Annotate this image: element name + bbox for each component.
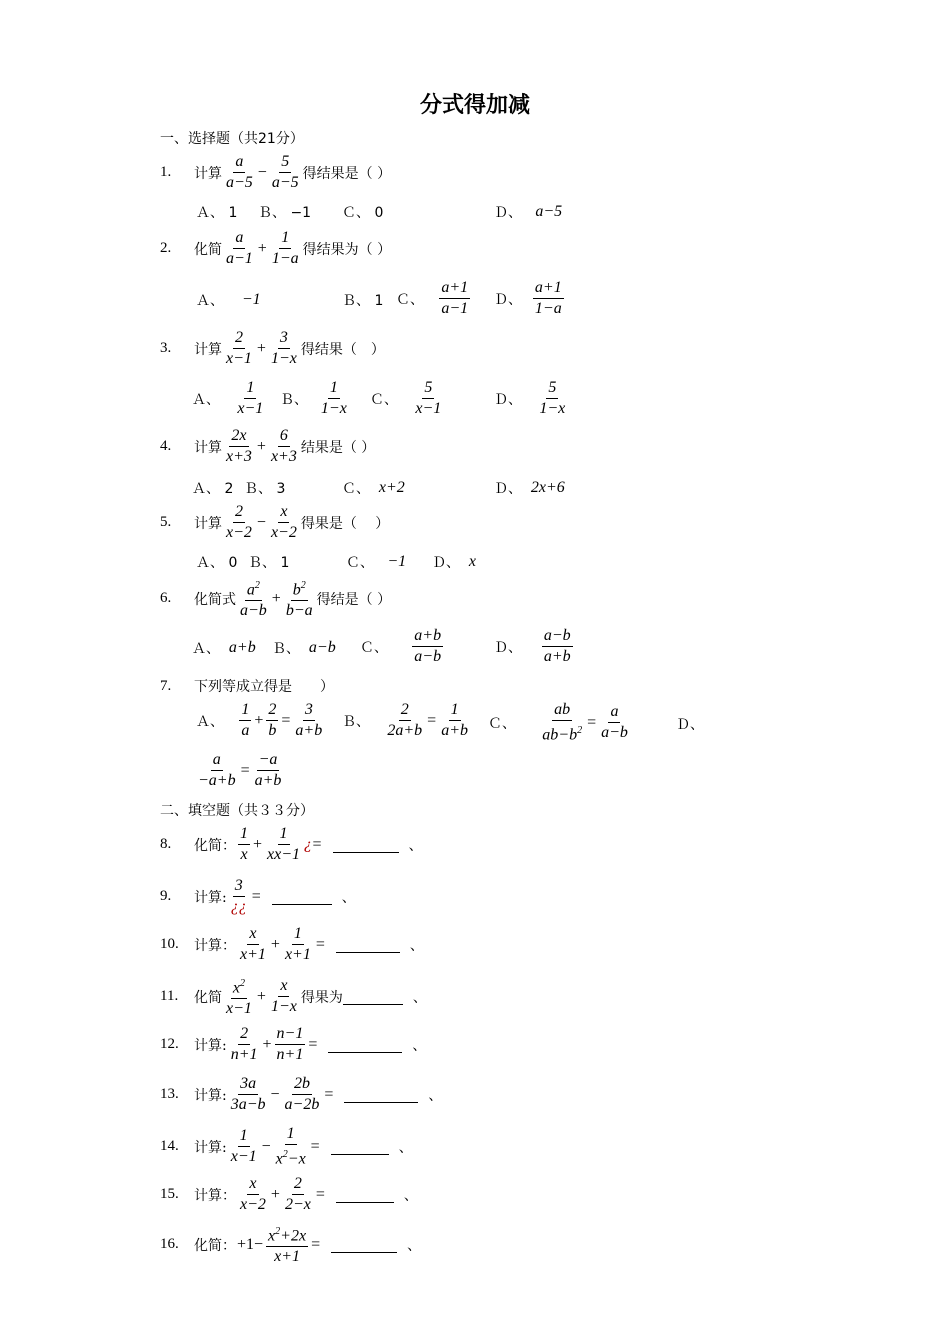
equals-sign: = <box>312 835 322 853</box>
option-d-formula: $\frac{a}{-a+b}$ = $\frac{-a}{a+b}$ <box>198 751 282 789</box>
option-a <box>192 638 256 658</box>
fraction: $\frac{a}{a-5}$ <box>226 153 253 191</box>
option-a: Ａ、 1 <box>196 205 238 221</box>
option-d-label: Ｄ、 <box>432 555 460 571</box>
question-tail: 、 <box>412 989 427 1006</box>
option-b-label: Ｂ、 <box>272 641 300 657</box>
question-suffix: 得果是（ ） <box>300 515 390 532</box>
option-c: Ｃ、 $\frac{5}{x-1}$ <box>370 379 442 417</box>
option-d-label: Ｄ、 <box>494 391 522 408</box>
fraction: $\frac{a}{a-1}$ <box>226 229 253 267</box>
option-c: Ｃ、 $\frac{a+1}{a-1}$ <box>396 279 469 317</box>
question-4: 4. 计算 $\frac{2x}{x+3}$ + $\frac{6}{x+3}$ 结果是（ ） <box>160 427 376 465</box>
option-a-label: Ａ、 <box>196 293 224 309</box>
option-d-label: Ｄ、 <box>494 205 522 221</box>
question-1: 1. 计算 $\frac{a}{a-5}$ − $\frac{5}{a-5}$ 得结果是（ ） <box>160 153 392 191</box>
option-c-label: Ｃ、 <box>488 715 516 732</box>
question-number: 15. <box>160 1186 179 1202</box>
question-prompt: 计算: <box>194 1139 227 1156</box>
option-a: Ａ、 $\frac{1}{a}$ + $\frac{2}{b}$ = $\frac{3}{a+b}$ <box>196 701 323 739</box>
equals-sign: = <box>315 935 325 953</box>
option-c-value: −1 <box>387 553 407 570</box>
answer-blank[interactable] <box>333 836 399 853</box>
question-prompt: 化简： <box>194 1237 236 1254</box>
question-number: 1. <box>160 164 172 180</box>
question-tail: 、 <box>412 1037 427 1054</box>
question-number: 12. <box>160 1036 179 1052</box>
question-14: 14. 计算: $\frac{1}{x-1}$ − $\frac{1}{x^2-x}$ = 、 <box>160 1125 413 1168</box>
question-suffix: 得结果是（ ） <box>302 165 392 182</box>
answer-blank[interactable] <box>272 888 332 905</box>
option-b-value: a−b <box>308 639 336 656</box>
option-b: Ｂ、 1 <box>248 555 290 571</box>
question-prompt: 计算 <box>194 515 222 532</box>
option-c: Ｃ、 $\frac{ab}{ab-b^2}$ = $\frac{a}{a-b}$ <box>488 701 628 744</box>
question-16: 16. 化简： +1− $\frac{x^2+2x}{x+1}$ = 、 <box>160 1222 421 1267</box>
question-tail: 、 <box>407 1237 422 1254</box>
question-11: 11. 化简 $\frac{x^2}{x-1}$ + $\frac{x}{1-x}$ 得果为 、 <box>160 974 427 1019</box>
question-prompt: 计算 <box>194 439 222 456</box>
question-number: 8. <box>160 836 172 852</box>
question-tail: 、 <box>398 1139 413 1156</box>
question-number: 3. <box>160 340 172 356</box>
question-5: 5. 计算 $\frac{2}{x-2}$ − $\frac{x}{x-2}$ 得果是（ ） <box>160 503 390 541</box>
option-b: Ｂ、 $\frac{1}{1-x}$ <box>280 379 347 417</box>
option-b: Ｂ、 1 <box>342 293 384 309</box>
question-suffix: 得结是（ ） <box>316 591 392 608</box>
equals-sign: = <box>324 1085 334 1103</box>
question-number: 6. <box>160 590 172 607</box>
option-b <box>272 638 336 658</box>
question-prompt: 化简式 <box>194 591 236 608</box>
question-number: 14. <box>160 1138 179 1155</box>
question-10: 10. 计算： $\frac{x}{x+1}$ + $\frac{1}{x+1}$ = 、 <box>160 925 424 963</box>
question-tail: 、 <box>341 889 356 906</box>
question-prompt: 化简 <box>194 241 222 258</box>
expression-lead: +1− <box>237 1235 264 1253</box>
section-heading-choice: 一、选择题（共21分） <box>160 131 304 147</box>
answer-blank[interactable] <box>336 936 400 953</box>
question-12: 12. 计算: $\frac{2}{n+1}$ + $\frac{n-1}{n+1}$ = 、 <box>160 1025 427 1063</box>
question-number: 13. <box>160 1086 179 1102</box>
question-2: 2. 化简 $\frac{a}{a-1}$ + $\frac{1}{1-a}$ 得结果为（ ） <box>160 229 392 267</box>
option-d <box>432 552 476 572</box>
question-prompt: 计算： <box>194 1187 236 1204</box>
question-suffix: 得结果为（ ） <box>302 241 392 258</box>
equals-sign: = <box>310 1137 320 1155</box>
question-suffix: 结果是（ ） <box>300 439 376 456</box>
answer-blank[interactable] <box>331 1236 397 1253</box>
option-b: Ｂ、 3 <box>244 481 286 497</box>
question-number: 11. <box>160 988 179 1005</box>
option-d: Ｄ、 $\frac{a-b}{a+b}$ <box>494 627 571 665</box>
option-d-label: Ｄ、 <box>494 639 522 656</box>
page-title: 分式得加减 <box>419 93 530 118</box>
question-tail: 、 <box>409 937 424 954</box>
question-suffix: 得果为 <box>300 989 343 1006</box>
equals-sign: = <box>251 887 261 905</box>
question-3: 3. 计算 $\frac{2}{x-1}$ + $\frac{3}{1-x}$ 得结果（ ） <box>160 329 385 367</box>
question-9: 9. 计算: $\frac{3}{¿¿}$ = 、 <box>160 877 356 915</box>
question-prompt: 计算 <box>194 341 222 358</box>
option-d-label: Ｄ、 <box>494 481 522 497</box>
question-prompt: 下列等成立得是 ） <box>194 679 334 695</box>
option-d-value: x <box>468 553 477 570</box>
option-d-label: Ｄ、 <box>494 291 522 308</box>
option-b: Ｂ、 $\frac{2}{2a+b}$ = $\frac{1}{a+b}$ <box>342 701 468 739</box>
garbled-glyph: ¿ <box>304 836 312 853</box>
option-a: Ａ、 0 <box>196 555 238 571</box>
option-d: Ｄ、 <box>676 717 704 733</box>
question-prompt: 计算： <box>194 937 236 954</box>
question-15: 15. 计算： $\frac{x}{x-2}$ + $\frac{2}{2-x}$ = 、 <box>160 1175 418 1213</box>
equals-sign: = <box>308 1035 318 1053</box>
option-a: Ａ、 $\frac{1}{x-1}$ <box>192 379 264 417</box>
option-c <box>346 552 406 572</box>
answer-blank[interactable] <box>343 988 403 1005</box>
question-7 <box>160 676 334 696</box>
option-d: Ｄ、 $\frac{5}{1-x}$ <box>494 379 566 417</box>
option-c-value: x+2 <box>378 479 405 496</box>
option-c: Ｃ、 $\frac{a+b}{a-b}$ <box>360 627 442 665</box>
question-number: 16. <box>160 1236 179 1253</box>
option-d: Ｄ、 $\frac{a+1}{1-a}$ <box>494 279 562 317</box>
option-b: Ｂ、 −1 <box>258 205 312 221</box>
question-6: 6. 化简式 $\frac{a^2}{a-b}$ + $\frac{b^2}{b-a}$ 得结是（ ） <box>160 576 391 621</box>
option-d-value: 2x+6 <box>530 479 565 496</box>
question-number: 2. <box>160 240 172 256</box>
question-number: 4. <box>160 438 172 454</box>
answer-blank[interactable] <box>336 1186 394 1203</box>
fraction: $\frac{1}{1-a}$ <box>271 229 299 267</box>
option-d-value: a−5 <box>535 203 563 220</box>
option-c-label: Ｃ、 <box>342 481 370 497</box>
option-d <box>494 478 565 498</box>
question-prompt: 化简 <box>194 989 222 1006</box>
question-number: 5. <box>160 514 172 530</box>
question-prompt: 计算 <box>194 165 222 182</box>
equals-sign: = <box>311 1235 321 1253</box>
option-c-label: Ｃ、 <box>346 555 374 571</box>
option-b-label: Ｂ、 <box>280 391 308 408</box>
question-tail: 、 <box>403 1187 418 1204</box>
option-c-label: Ｃ、 <box>360 639 388 656</box>
option-a-value: −1 <box>241 291 261 308</box>
question-prompt: 计算: <box>194 889 227 906</box>
option-a <box>196 290 261 310</box>
option-a-label: Ａ、 <box>192 391 220 408</box>
option-c-label: Ｃ、 <box>396 291 424 308</box>
option-b-label: Ｂ、 <box>342 713 370 730</box>
option-c: Ｃ、 0 <box>342 205 384 221</box>
option-a-value: a+b <box>228 639 256 656</box>
question-number: 10. <box>160 936 179 952</box>
option-a: Ａ、 2 <box>192 481 234 497</box>
option-c-label: Ｃ、 <box>370 391 398 408</box>
question-number: 9. <box>160 888 172 904</box>
section-heading-fill: 二、填空题（共３３分） <box>160 803 314 819</box>
question-prompt: 化简： <box>194 837 236 854</box>
question-tail: 、 <box>408 837 423 854</box>
answer-blank[interactable] <box>328 1036 402 1053</box>
fraction: $\frac{5}{a-5}$ <box>271 153 299 191</box>
answer-blank[interactable] <box>344 1086 418 1103</box>
question-prompt: 计算: <box>194 1087 227 1104</box>
question-8: 8. 化简： $\frac{1}{x}$ + $\frac{1}{xx-1}$ ¿ = 、 <box>160 825 423 863</box>
question-prompt: 计算: <box>194 1037 227 1054</box>
option-a-label: Ａ、 <box>192 641 220 657</box>
equals-sign: = <box>315 1185 325 1203</box>
question-number: 7. <box>160 677 172 694</box>
answer-blank[interactable] <box>331 1138 389 1155</box>
question-tail: 、 <box>428 1087 443 1104</box>
option-c <box>342 478 405 498</box>
question-13: 13. 计算: $\frac{3a}{3a-b}$ − $\frac{2b}{a-2b}$ = 、 <box>160 1075 443 1113</box>
question-suffix: 得结果（ ） <box>300 341 385 358</box>
option-d <box>494 202 562 222</box>
garbled-glyph: ¿¿ <box>230 898 247 915</box>
option-a-label: Ａ、 <box>196 713 224 730</box>
